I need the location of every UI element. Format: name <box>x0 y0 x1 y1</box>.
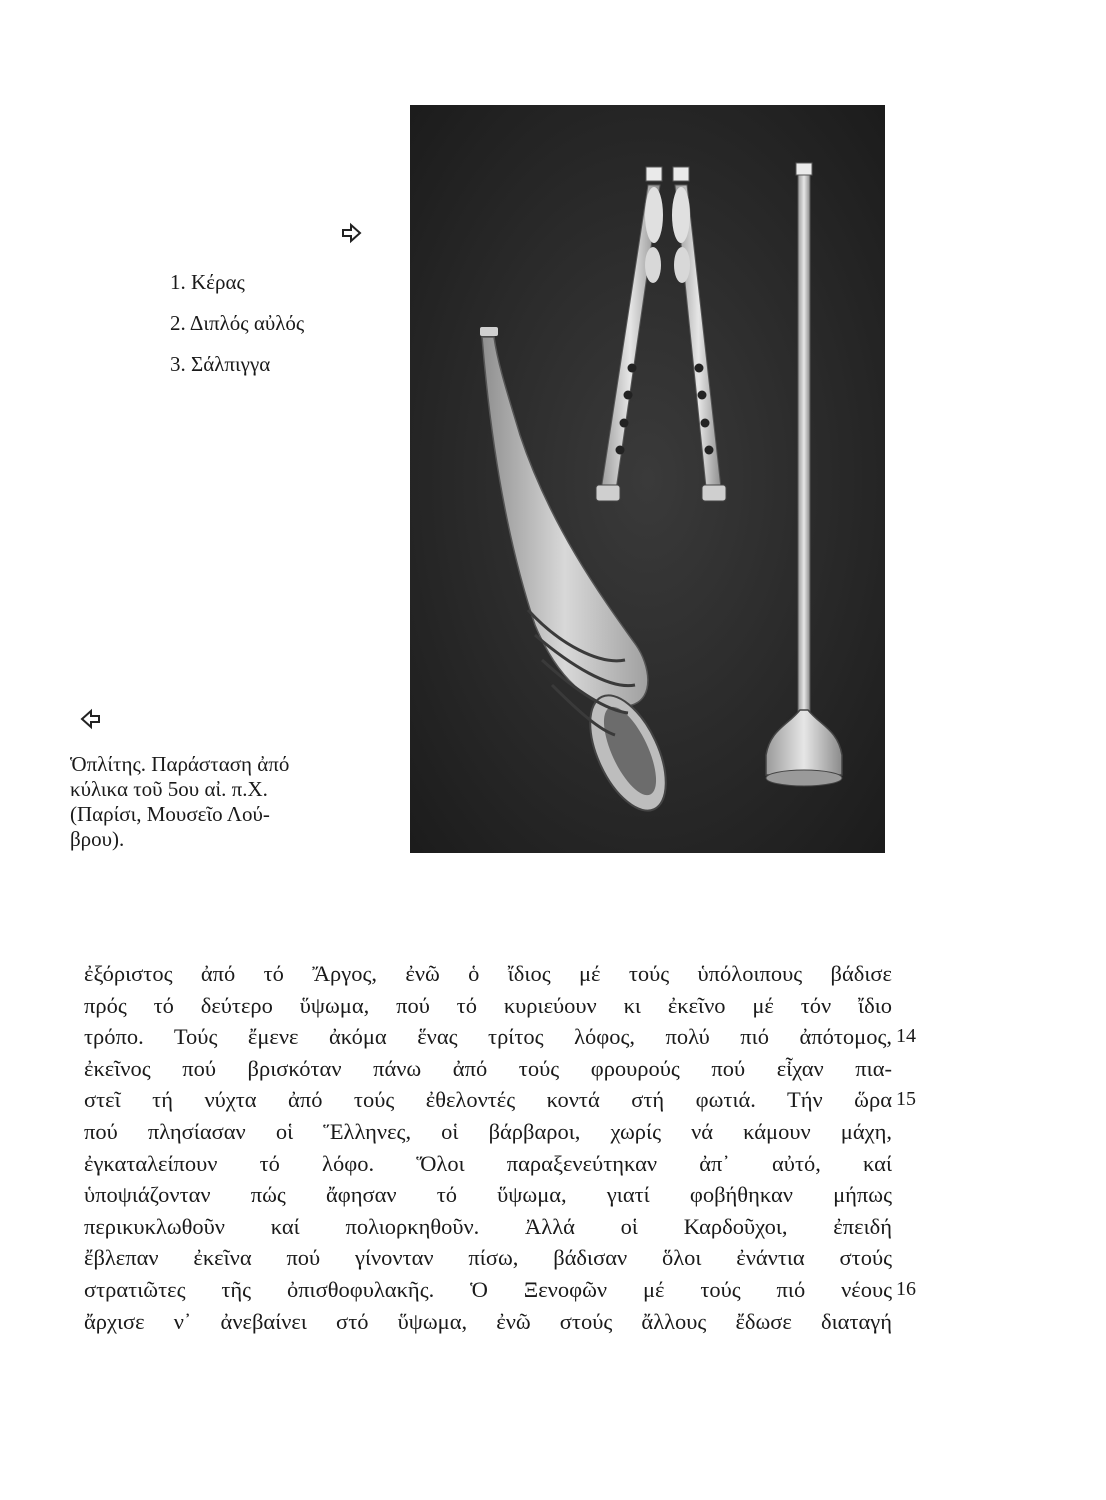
text-line: ὑποψιάζονταν πώς ἄφησαν τό ὕψωμα, γιατί φοβήθηκαν μήπως <box>84 1182 892 1208</box>
text-line: πρός τό δεύτερο ὕψωμα, πού τό κυριεύουν κι ἐκεῖνο μέ τόν ἴδιο <box>84 992 892 1018</box>
pointer-arrow-right-icon <box>340 222 362 244</box>
text-line: πού πλησίασαν οἱ Ἕλληνες, οἱ βάρβαροι, χωρίς νά κάμουν μάχη, <box>84 1118 892 1144</box>
list-item: 1. Κέρας <box>170 270 245 294</box>
main-text <box>84 958 916 1337</box>
line-number: 15 <box>896 1088 916 1111</box>
pointer-arrow-left-icon <box>80 708 102 730</box>
caption-line: Ὁπλίτης. Παράσταση ἀπό <box>70 752 290 776</box>
list-item: 3. Σάλπιγγα <box>170 352 271 376</box>
text-line: ἄρχισε ν᾿ ἀνεβαίνει στό ὕψωμα, ἐνῶ στούς ἄλλους ἔδωσε διαταγή <box>84 1308 892 1334</box>
text-line: ἐγκαταλείπουν τό λόφο. Ὅλοι παραξενεύτηκαν ἀπ᾿ αὐτό, καί <box>84 1150 892 1176</box>
caption-line: (Παρίσι, Μουσεῖο Λού- <box>70 802 270 826</box>
hoplite-caption <box>70 752 382 852</box>
instrument-list <box>170 262 304 385</box>
line-number: 16 <box>896 1277 916 1300</box>
caption-line: κύλικα τοῦ 5ου αἰ. π.Χ. <box>70 777 268 801</box>
list-item: 2. Διπλός αὐλός <box>170 311 305 335</box>
text-line: τρόπο. Τούς ἔμενε ἀκόμα ἕνας τρίτος λόφος, πολύ πιό ἀπότομος, 14 <box>84 1021 892 1053</box>
text-line: ἐκεῖνος πού βρισκόταν πάνω ἀπό τούς φρουρούς πού εἶχαν πια- <box>84 1055 892 1081</box>
text-line: στρατιῶτες τῆς ὀπισθοφυλακῆς. Ὁ Ξενοφῶν μέ τούς πιό νέους 16 <box>84 1274 892 1306</box>
line-number: 14 <box>896 1025 916 1048</box>
text-line: ἔβλεπαν ἐκεῖνα πού γίνονταν πίσω, βάδισαν ὅλοι ἐνάντια στούς <box>84 1245 892 1271</box>
text-line: στεῖ τή νύχτα ἀπό τούς ἐθελοντές κοντά στή φωτιά. Τήν ὥρα 15 <box>84 1084 892 1116</box>
instruments-photo <box>410 105 885 853</box>
caption-line: βρου). <box>70 827 125 851</box>
text-line: ἐξόριστος ἀπό τό Ἄργος, ἐνῶ ὁ ἴδιος μέ τούς ὑπόλοιπους βάδισε <box>84 961 892 986</box>
text-line: περικυκλωθοῦν καί πολιορκηθοῦν. Ἀλλά οἱ Καρδοῦχοι, ἐπειδή <box>84 1213 892 1239</box>
